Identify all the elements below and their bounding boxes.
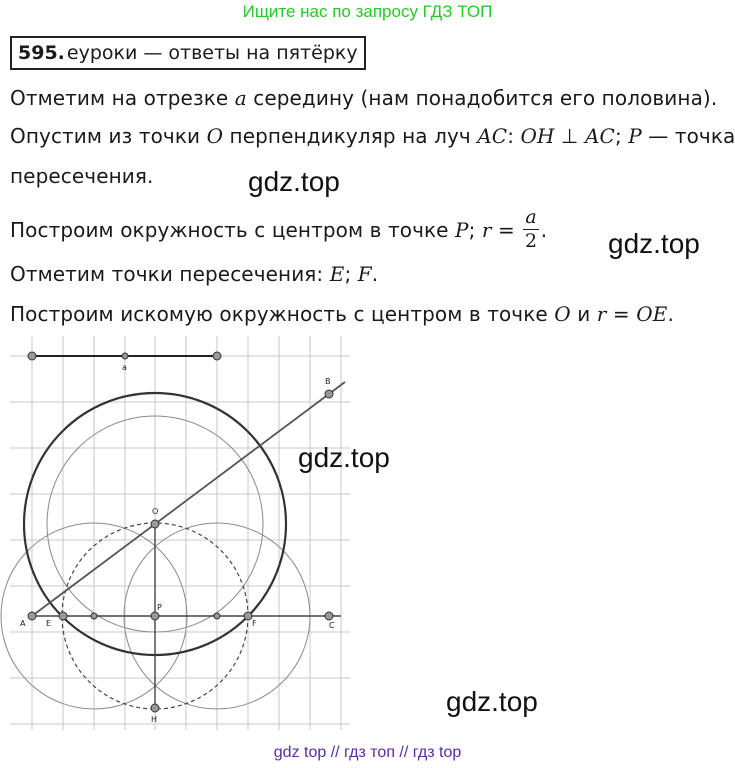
solution-line-1 (10, 86, 717, 110)
text: Отметим точки пересечения: (10, 262, 330, 286)
geometry-construction (0, 336, 350, 731)
text: . (371, 262, 379, 286)
math-var: P (455, 218, 469, 242)
task-header (10, 36, 366, 70)
text: Построим искомую окружность с центром в точке (10, 302, 555, 326)
text: Построим окружность с центром в точке (10, 218, 456, 242)
text: : (507, 124, 521, 148)
top-search-hint[interactable]: Ищите нас по запросу ГДЗ ТОП (242, 2, 493, 21)
solution-line-5 (10, 262, 378, 286)
text: перпендикуляр на луч (223, 124, 478, 148)
math-var: r (481, 218, 492, 242)
watermark: gdz.top (608, 228, 700, 259)
text: . (667, 302, 674, 326)
math-var: OE (636, 302, 668, 326)
perp-symbol: ⊥ (554, 124, 585, 148)
text: середину (нам понадобится его половина). (246, 86, 718, 110)
label-o: O (152, 507, 159, 516)
text: = (491, 218, 522, 242)
label-c: C (329, 621, 335, 630)
math-var: OH (520, 124, 555, 148)
math-var: AC (585, 124, 615, 148)
watermark: gdz.top (248, 166, 340, 197)
text: ; (344, 262, 358, 286)
solution-line-2 (10, 124, 735, 148)
footer-links[interactable]: gdz top // гдз топ // гдз top (273, 744, 462, 761)
math-var: P (628, 124, 642, 148)
solution-line-6 (10, 302, 674, 326)
math-var: O (554, 302, 571, 326)
label-e: E (46, 619, 52, 628)
math-var: O (206, 124, 224, 148)
solution-line-4 (10, 206, 548, 253)
text: ; (468, 218, 482, 242)
watermark: gdz.top (298, 442, 390, 473)
label-h: H (151, 715, 158, 724)
math-var: E (329, 262, 345, 286)
points (28, 352, 333, 712)
fraction-denominator: 2 (524, 230, 538, 252)
text: . (540, 218, 548, 242)
task-number: 595. (18, 42, 65, 64)
text: ; (614, 124, 629, 148)
task-title: еуроки — ответы на пятёрку (66, 42, 358, 64)
text: = (606, 302, 637, 326)
label-b: B (325, 377, 331, 386)
label-a: a (122, 363, 127, 372)
text: — точка (641, 124, 735, 148)
math-var: a (234, 86, 247, 110)
solution-line-3: пересечения. (10, 164, 154, 188)
label-p: P (157, 603, 162, 612)
text: Опустим из точки (10, 124, 207, 148)
math-var: AC (477, 124, 508, 148)
watermark: gdz.top (446, 686, 538, 717)
text: Отметим на отрезке (10, 86, 235, 110)
math-var: r (596, 302, 607, 326)
fraction-a-over-2 (523, 208, 538, 251)
math-var: F (357, 262, 372, 286)
text: и (570, 302, 597, 326)
fraction-numerator: a (525, 206, 537, 228)
label-f: F (252, 619, 257, 628)
label-a-point: A (20, 619, 26, 628)
